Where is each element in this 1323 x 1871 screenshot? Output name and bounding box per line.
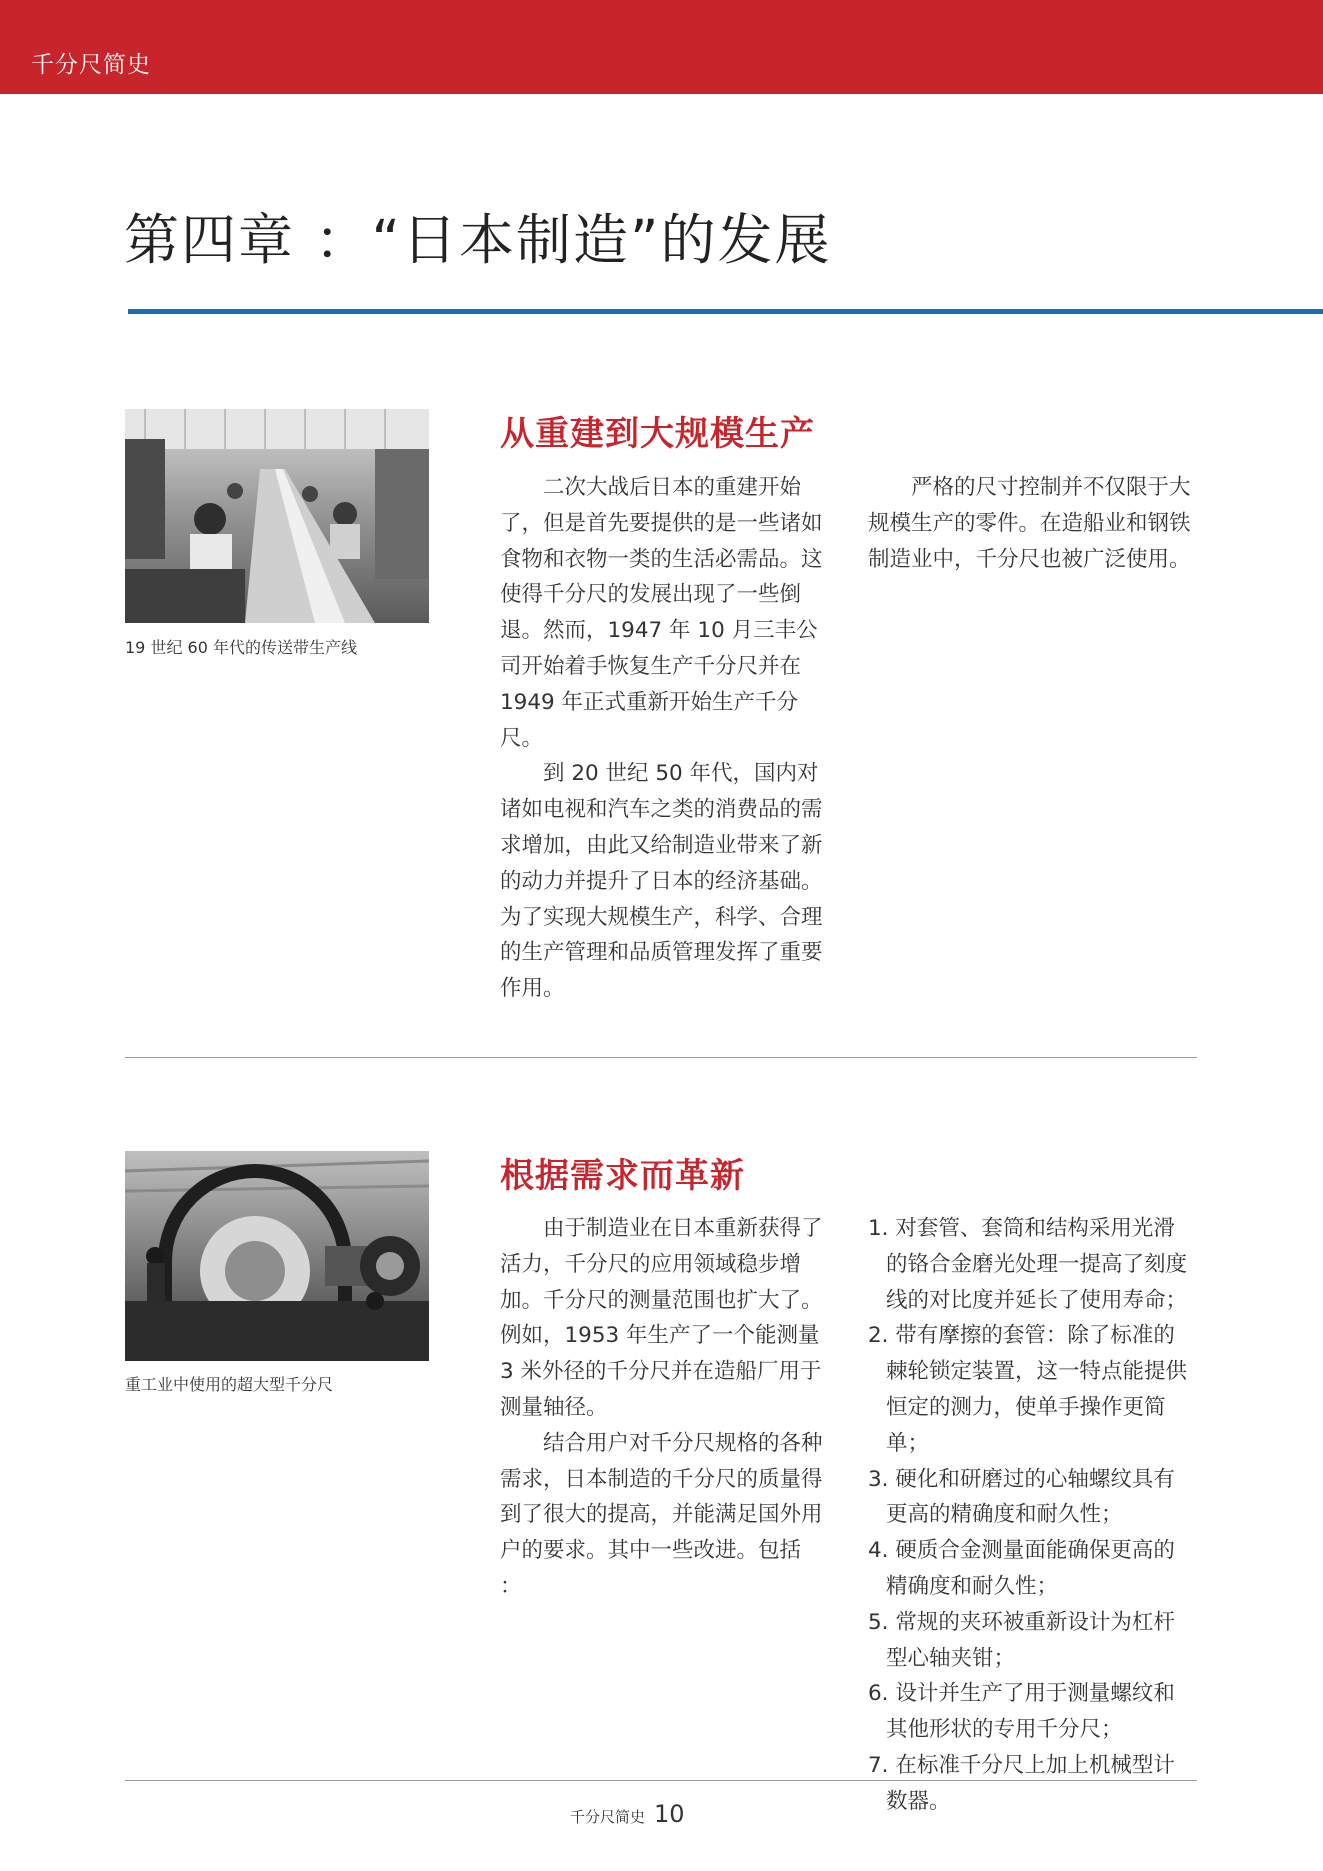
section-heading-1: 从重建到大规模生产 — [500, 414, 815, 454]
paragraph: 到 20 世纪 50 年代，国内对诸如电视和汽车之类的消费品的需求增加，由此又给制造业带来了新的动力并提升了日本的经济基础。为了实现大规模生产，科学、合理的生产管理和品质管理发挥了重要作用。 — [500, 761, 823, 1002]
header-title: 千分尺简史 — [31, 52, 151, 78]
chapter-title: 第四章 ：“日本制造”的发展 — [124, 208, 832, 272]
section1-column-1 — [500, 470, 828, 1007]
footer-title: 千分尺简史 — [570, 1808, 646, 1826]
photo-caption-2: 重工业中使用的超大型千分尺 — [125, 1375, 334, 1394]
list-item: 2. 带有摩擦的套管：除了标准的棘轮锁定装置，这一特点能提供恒定的测力，使单手操作更简单； — [868, 1323, 1188, 1456]
section2-column-2 — [868, 1211, 1196, 1820]
section1-column-2 — [868, 470, 1196, 577]
list-item: 3. 硬化和研磨过的心轴螺纹具有更高的精确度和耐久性； — [868, 1466, 1175, 1528]
list-item: 6. 设计并生产了用于测量螺纹和其他形状的专用千分尺； — [868, 1681, 1175, 1743]
photo-caption-1: 19 世纪 60 年代的传送带生产线 — [125, 638, 357, 657]
footer-divider — [125, 1780, 1197, 1781]
paragraph: 由于制造业在日本重新获得了活力，千分尺的应用领域稳步增加。千分尺的测量范围也扩大了。例如，1953 年生产了一个能测量 3 米外径的千分尺并在造船厂用于测量轴径。 — [500, 1216, 823, 1420]
page-number: 10 — [654, 1800, 685, 1828]
paragraph: 结合用户对千分尺规格的各种需求，日本制造的千分尺的质量得到了很大的提高，并能满足国外用户的要求。其中一些改进。包括 ： — [500, 1430, 823, 1599]
header-bar — [0, 0, 1323, 94]
paragraph: 严格的尺寸控制并不仅限于大规模生产的零件。在造船业和钢铁制造业中，千分尺也被广泛使用。 — [868, 475, 1191, 572]
list-item: 7. 在标准千分尺上加上机械型计数器。 — [868, 1752, 1175, 1814]
section2-column-1 — [500, 1211, 828, 1605]
conveyor-line-photo — [125, 409, 429, 623]
improvement-list — [868, 1211, 1196, 1820]
title-rule — [128, 309, 1323, 314]
paragraph: 二次大战后日本的重建开始了，但是首先要提供的是一些诸如食物和衣物一类的生活必需品。这使得千分尺的发展出现了一些倒退。然而，1947 年 10 月三丰公司开始着手恢复生产千分尺并在 1949 年正式重新开始生产千分尺。 — [500, 475, 823, 751]
section-divider — [125, 1057, 1197, 1058]
section-heading-2: 根据需求而革新 — [500, 1156, 745, 1196]
list-item: 5. 常规的夹环被重新设计为杠杆型心轴夹钳； — [868, 1609, 1175, 1671]
large-micrometer-photo — [125, 1151, 429, 1361]
list-item: 4. 硬质合金测量面能确保更高的精确度和耐久性； — [868, 1538, 1175, 1599]
list-item: 1. 对套管、套筒和结构采用光滑的铬合金磨光处理一提高了刻度线的对比度并延长了使用寿命； — [868, 1216, 1188, 1313]
